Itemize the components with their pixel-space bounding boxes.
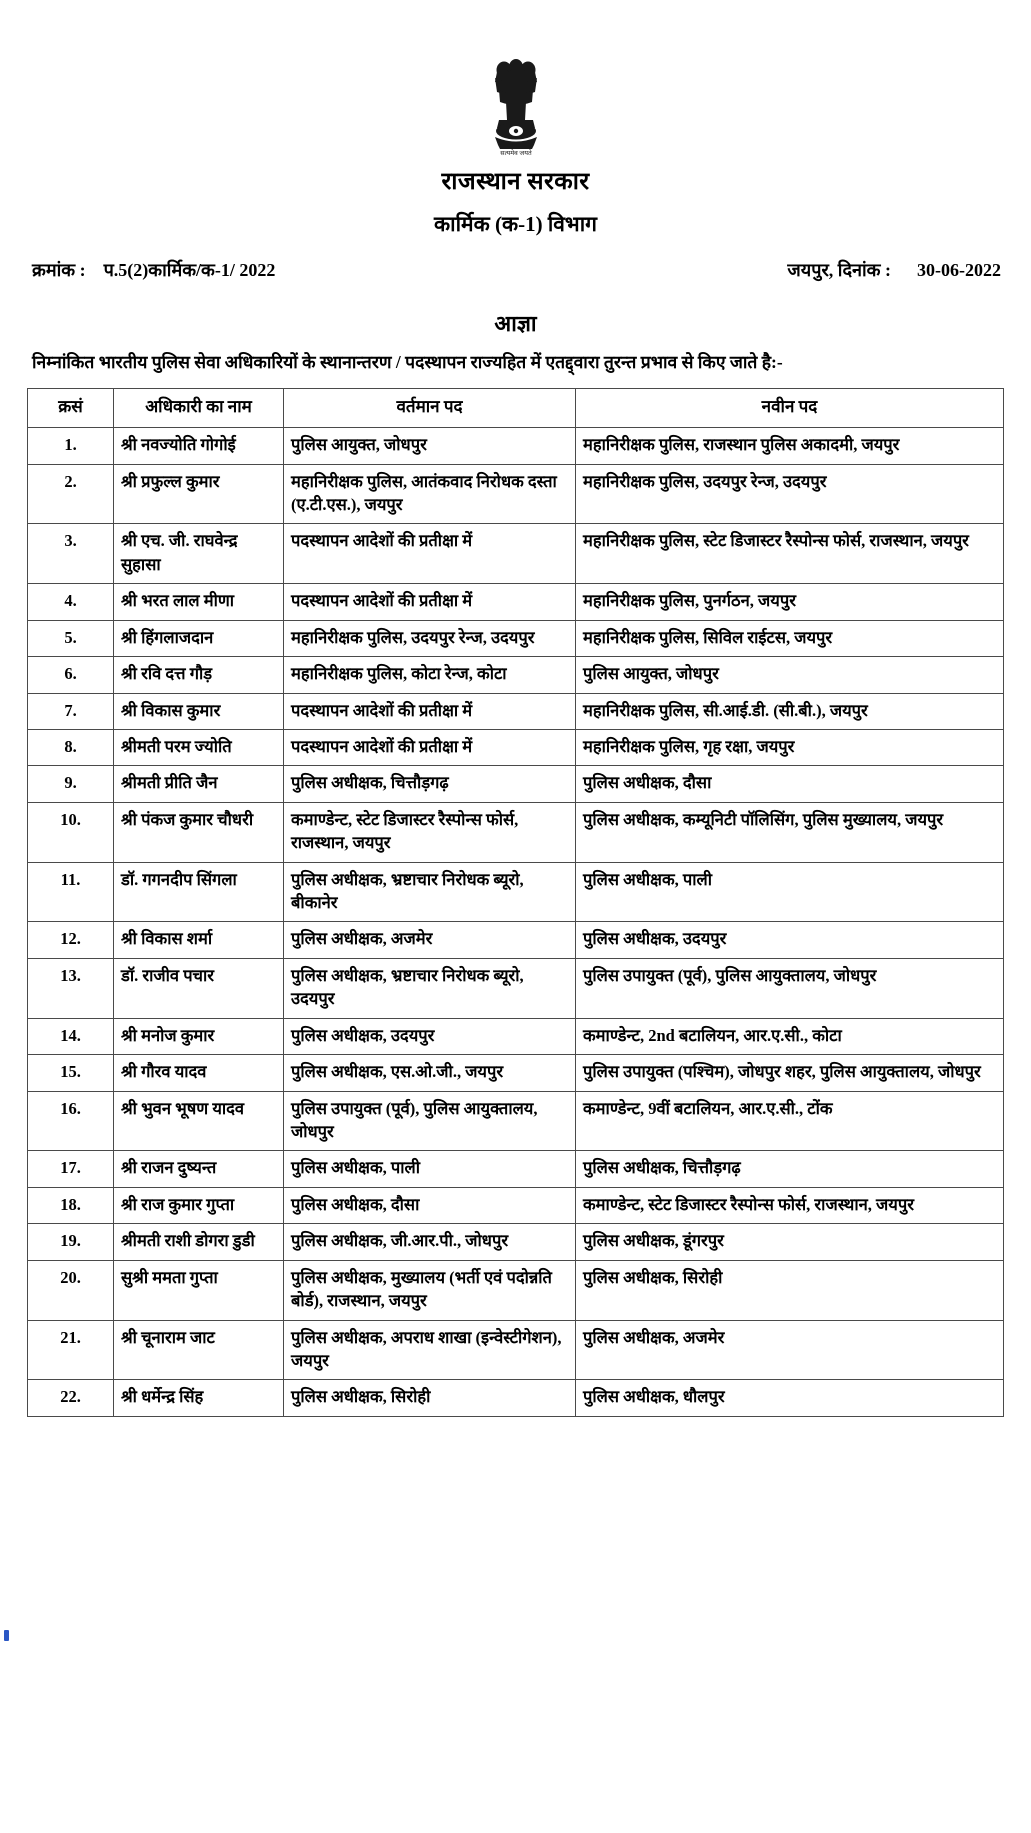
table-row xyxy=(28,1260,1004,1320)
cell-officer-name: श्री राजन दुष्यन्त xyxy=(114,1151,284,1187)
cell-officer-name: श्री राज कुमार गुप्ता xyxy=(114,1187,284,1223)
cell-new-post: महानिरीक्षक पुलिस, उदयपुर रेन्ज, उदयपुर xyxy=(576,464,1004,524)
cell-officer-name: श्रीमती प्रीति जैन xyxy=(114,766,284,802)
cell-serial: 13. xyxy=(28,958,114,1018)
reference-number: प.5(2)कार्मिक/क-1/ 2022 xyxy=(103,260,276,280)
reference-left xyxy=(32,258,275,282)
table-row xyxy=(28,524,1004,584)
cell-current-post: महानिरीक्षक पुलिस, उदयपुर रेन्ज, उदयपुर xyxy=(284,620,576,656)
cell-current-post: पुलिस अधीक्षक, एस.ओ.जी., जयपुर xyxy=(284,1055,576,1091)
cell-current-post: कमाण्डेन्ट, स्टेट डिजास्टर रैस्पोन्स फोर्स, राजस्थान, जयपुर xyxy=(284,802,576,862)
cell-current-post: पुलिस आयुक्त, जोधपुर xyxy=(284,428,576,464)
cell-serial: 20. xyxy=(28,1260,114,1320)
cell-new-post: महानिरीक्षक पुलिस, सी.आई.डी. (सी.बी.), जयपुर xyxy=(576,693,1004,729)
transfer-table xyxy=(27,388,1004,1417)
table-row xyxy=(28,1055,1004,1091)
cell-new-post: कमाण्डेन्ट, स्टेट डिजास्टर रैस्पोन्स फोर्स, राजस्थान, जयपुर xyxy=(576,1187,1004,1223)
cell-new-post: महानिरीक्षक पुलिस, सिविल राईटस, जयपुर xyxy=(576,620,1004,656)
government-title: राजस्थान सरकार xyxy=(441,169,590,195)
table-row xyxy=(28,958,1004,1018)
reference-right xyxy=(787,258,1001,282)
cell-serial: 7. xyxy=(28,693,114,729)
cell-serial: 9. xyxy=(28,766,114,802)
place-date-label: जयपुर, दिनांक : xyxy=(787,260,891,280)
cell-current-post: पुलिस अधीक्षक, भ्रष्टाचार निरोधक ब्यूरो, उदयपुर xyxy=(284,958,576,1018)
cell-serial: 5. xyxy=(28,620,114,656)
cell-officer-name: डॉ. गगनदीप सिंगला xyxy=(114,862,284,922)
order-heading: आज्ञा xyxy=(494,311,537,336)
table-row xyxy=(28,693,1004,729)
table-row xyxy=(28,620,1004,656)
cell-current-post: पदस्थापन आदेशों की प्रतीक्षा में xyxy=(284,693,576,729)
cell-serial: 17. xyxy=(28,1151,114,1187)
cell-serial: 22. xyxy=(28,1380,114,1416)
cell-current-post: पुलिस अधीक्षक, दौसा xyxy=(284,1187,576,1223)
cell-new-post: पुलिस उपायुक्त (पश्चिम), जोधपुर शहर, पुलिस आयुक्तालय, जोधपुर xyxy=(576,1055,1004,1091)
cell-serial: 10. xyxy=(28,802,114,862)
cell-serial: 15. xyxy=(28,1055,114,1091)
col-header-new-post: नवीन पद xyxy=(576,389,1004,428)
cell-serial: 8. xyxy=(28,729,114,765)
cell-serial: 14. xyxy=(28,1018,114,1054)
cell-current-post: महानिरीक्षक पुलिस, कोटा रेन्ज, कोटा xyxy=(284,657,576,693)
cell-serial: 2. xyxy=(28,464,114,524)
department-title: कार्मिक (क-1) विभाग xyxy=(434,212,597,236)
cell-serial: 4. xyxy=(28,584,114,620)
cell-current-post: पदस्थापन आदेशों की प्रतीक्षा में xyxy=(284,729,576,765)
cell-new-post: कमाण्डेन्ट, 2nd बटालियन, आर.ए.सी., कोटा xyxy=(576,1018,1004,1054)
cell-officer-name: श्री भुवन भूषण यादव xyxy=(114,1091,284,1151)
table-row xyxy=(28,1018,1004,1054)
cell-officer-name: श्री मनोज कुमार xyxy=(114,1018,284,1054)
cell-officer-name: श्री विकास कुमार xyxy=(114,693,284,729)
cell-serial: 16. xyxy=(28,1091,114,1151)
cell-new-post: पुलिस अधीक्षक, चित्तौड़गढ़ xyxy=(576,1151,1004,1187)
cell-officer-name: डॉ. राजीव पचार xyxy=(114,958,284,1018)
col-header-current-post: वर्तमान पद xyxy=(284,389,576,428)
cell-serial: 18. xyxy=(28,1187,114,1223)
table-row xyxy=(28,802,1004,862)
page-margin-mark xyxy=(4,1630,9,1641)
cell-new-post: पुलिस अधीक्षक, पाली xyxy=(576,862,1004,922)
table-row xyxy=(28,1224,1004,1260)
cell-serial: 21. xyxy=(28,1320,114,1380)
cell-new-post: पुलिस अधीक्षक, दौसा xyxy=(576,766,1004,802)
cell-officer-name: श्री एच. जी. राघवेन्द्र सुहासा xyxy=(114,524,284,584)
table-row xyxy=(28,657,1004,693)
cell-officer-name: श्री गौरव यादव xyxy=(114,1055,284,1091)
cell-officer-name: श्री हिंगलाजदान xyxy=(114,620,284,656)
table-row xyxy=(28,766,1004,802)
cell-new-post: पुलिस उपायुक्त (पूर्व), पुलिस आयुक्तालय, जोधपुर xyxy=(576,958,1004,1018)
cell-current-post: पुलिस अधीक्षक, अपराध शाखा (इन्वेस्टीगेशन), जयपुर xyxy=(284,1320,576,1380)
cell-current-post: पदस्थापन आदेशों की प्रतीक्षा में xyxy=(284,524,576,584)
cell-current-post: पुलिस अधीक्षक, चित्तौड़गढ़ xyxy=(284,766,576,802)
table-head xyxy=(28,389,1004,428)
cell-current-post: पदस्थापन आदेशों की प्रतीक्षा में xyxy=(284,584,576,620)
col-header-officer-name: अधिकारी का नाम xyxy=(114,389,284,428)
cell-current-post: महानिरीक्षक पुलिस, आतंकवाद निरोधक दस्ता (ए.टी.एस.), जयपुर xyxy=(284,464,576,524)
cell-new-post: पुलिस अधीक्षक, कम्यूनिटी पॉलिसिंग, पुलिस मुख्यालय, जयपुर xyxy=(576,802,1004,862)
cell-officer-name: श्री धर्मेन्द्र सिंह xyxy=(114,1380,284,1416)
table-row xyxy=(28,464,1004,524)
table-row xyxy=(28,1091,1004,1151)
cell-new-post: पुलिस आयुक्त, जोधपुर xyxy=(576,657,1004,693)
table-row xyxy=(28,428,1004,464)
cell-officer-name: श्री प्रफुल्ल कुमार xyxy=(114,464,284,524)
cell-serial: 12. xyxy=(28,922,114,958)
transfer-table-container xyxy=(0,388,1031,1417)
cell-officer-name: श्री विकास शर्मा xyxy=(114,922,284,958)
table-row xyxy=(28,1187,1004,1223)
cell-new-post: पुलिस अधीक्षक, डूंगरपुर xyxy=(576,1224,1004,1260)
cell-current-post: पुलिस अधीक्षक, पाली xyxy=(284,1151,576,1187)
cell-serial: 11. xyxy=(28,862,114,922)
table-row xyxy=(28,922,1004,958)
cell-new-post: महानिरीक्षक पुलिस, गृह रक्षा, जयपुर xyxy=(576,729,1004,765)
table-row xyxy=(28,584,1004,620)
ashoka-emblem-icon xyxy=(477,52,555,156)
table-row xyxy=(28,862,1004,922)
cell-current-post: पुलिस उपायुक्त (पूर्व), पुलिस आयुक्तालय, जोधपुर xyxy=(284,1091,576,1151)
cell-new-post: पुलिस अधीक्षक, उदयपुर xyxy=(576,922,1004,958)
cell-officer-name: श्रीमती राशी डोगरा डुडी xyxy=(114,1224,284,1260)
order-date: 30-06-2022 xyxy=(917,260,1001,280)
order-intro-text: निम्नांकित भारतीय पुलिस सेवा अधिकारियों के स्थानान्तरण / पदस्थापन राज्यहित में एतद्द्वारा तुरन्त प्रभाव से किए जाते है:- xyxy=(32,352,783,372)
cell-serial: 19. xyxy=(28,1224,114,1260)
cell-new-post: महानिरीक्षक पुलिस, पुनर्गठन, जयपुर xyxy=(576,584,1004,620)
cell-officer-name: श्री रवि दत्त गौड़ xyxy=(114,657,284,693)
table-row xyxy=(28,729,1004,765)
col-header-serial: क्रसं xyxy=(28,389,114,428)
cell-officer-name: श्री चूनाराम जाट xyxy=(114,1320,284,1380)
cell-new-post: महानिरीक्षक पुलिस, स्टेट डिजास्टर रैस्पोन्स फोर्स, राजस्थान, जयपुर xyxy=(576,524,1004,584)
cell-new-post: पुलिस अधीक्षक, अजमेर xyxy=(576,1320,1004,1380)
cell-current-post: पुलिस अधीक्षक, जी.आर.पी., जोधपुर xyxy=(284,1224,576,1260)
emblem-container xyxy=(0,0,1031,156)
cell-officer-name: सुश्री ममता गुप्ता xyxy=(114,1260,284,1320)
cell-current-post: पुलिस अधीक्षक, सिरोही xyxy=(284,1380,576,1416)
cell-officer-name: श्री पंकज कुमार चौधरी xyxy=(114,802,284,862)
reference-label: क्रमांक : xyxy=(32,260,86,280)
cell-current-post: पुलिस अधीक्षक, अजमेर xyxy=(284,922,576,958)
cell-new-post: पुलिस अधीक्षक, धौलपुर xyxy=(576,1380,1004,1416)
cell-serial: 3. xyxy=(28,524,114,584)
cell-officer-name: श्री भरत लाल मीणा xyxy=(114,584,284,620)
emblem-motto: सत्यमेव जयते xyxy=(499,150,532,156)
table-row xyxy=(28,1380,1004,1416)
reference-row xyxy=(0,258,1031,282)
table-row xyxy=(28,1151,1004,1187)
cell-serial: 1. xyxy=(28,428,114,464)
cell-serial: 6. xyxy=(28,657,114,693)
table-header-row xyxy=(28,389,1004,428)
cell-new-post: कमाण्डेन्ट, 9वीं बटालियन, आर.ए.सी., टोंक xyxy=(576,1091,1004,1151)
cell-officer-name: श्रीमती परम ज्योति xyxy=(114,729,284,765)
cell-new-post: पुलिस अधीक्षक, सिरोही xyxy=(576,1260,1004,1320)
table-row xyxy=(28,1320,1004,1380)
cell-current-post: पुलिस अधीक्षक, उदयपुर xyxy=(284,1018,576,1054)
cell-new-post: महानिरीक्षक पुलिस, राजस्थान पुलिस अकादमी, जयपुर xyxy=(576,428,1004,464)
cell-current-post: पुलिस अधीक्षक, मुख्यालय (भर्ती एवं पदोन्नति बोर्ड), राजस्थान, जयपुर xyxy=(284,1260,576,1320)
cell-current-post: पुलिस अधीक्षक, भ्रष्टाचार निरोधक ब्यूरो, बीकानेर xyxy=(284,862,576,922)
cell-officer-name: श्री नवज्योति गोगोई xyxy=(114,428,284,464)
table-body xyxy=(28,428,1004,1417)
